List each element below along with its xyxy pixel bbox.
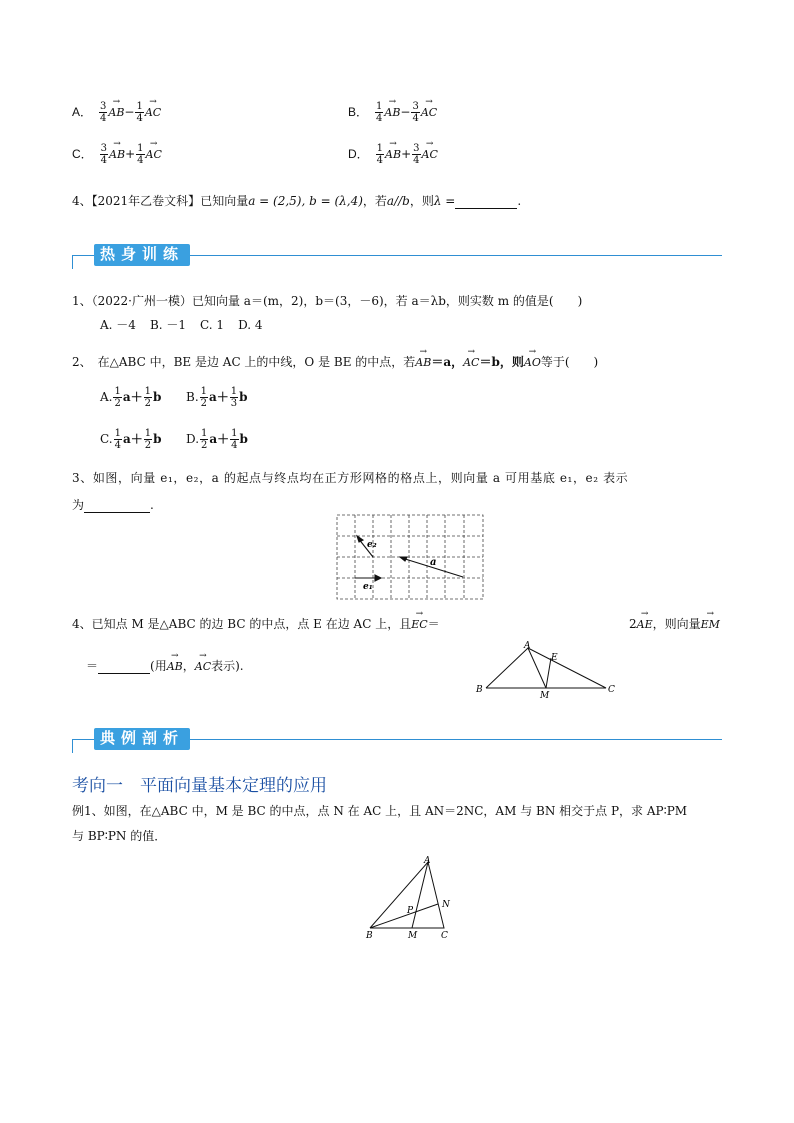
- label-c: C: [441, 931, 448, 941]
- source-tag: 【2021年乙卷文科】: [91, 194, 201, 208]
- option-a: A． $\frac{3}{4}$ → AB− $\frac{1}{4}$ → AC: [72, 100, 161, 124]
- fraction: $\frac{1}{4}$: [136, 101, 143, 124]
- section-warmup-bar: [72, 244, 722, 266]
- answer-blank: [98, 673, 150, 674]
- warmup-question-1-options: [100, 316, 263, 333]
- w2-option-b: B. $\frac{1}{2}$ a＋ $\frac{1}{3}$ b: [186, 386, 248, 409]
- divider-tick: [72, 739, 73, 753]
- fraction: $\frac{1}{2}$: [200, 386, 208, 409]
- fraction: $\frac{3}{4}$: [412, 101, 419, 124]
- vector-a-arrowhead: [400, 557, 407, 561]
- w2-option-a: A. $\frac{1}{2}$ a＋ $\frac{1}{2}$ b: [100, 386, 162, 409]
- warmup-question-4-line1-right: 2→ AE，则向量→ EM: [629, 612, 720, 632]
- vector-ao: → AO: [524, 350, 541, 369]
- option-text: B. －1: [149, 318, 187, 332]
- vector-ac: → AC: [422, 142, 438, 161]
- fraction: $\frac{1}{4}$: [114, 428, 121, 451]
- fraction: $\frac{1}{4}$: [137, 143, 144, 166]
- section-title: 热身训练: [94, 244, 190, 266]
- option-c: C． $\frac{3}{4}$ → AB+ $\frac{1}{4}$ → AC: [72, 142, 162, 166]
- vector-ab: → AB: [108, 100, 124, 119]
- vector-ab: → AB: [384, 100, 400, 119]
- segment-am: [528, 648, 546, 688]
- vector-ac: → AC: [421, 100, 437, 119]
- vector-e2-arrowhead: [357, 536, 363, 542]
- warmup-question-3-line1: 3、如图，向量 e₁，e₂，a 的起点与终点均在正方形网格的格点上，则向量 a 可用基底 e₁，e₂ 表示: [72, 471, 629, 485]
- label-e1: e₁: [363, 582, 373, 592]
- fraction: $\frac{1}{4}$: [376, 101, 383, 124]
- triangle-abc: [486, 648, 606, 688]
- vector-ac: → AC: [195, 654, 211, 673]
- fraction: $\frac{1}{3}$: [230, 386, 238, 409]
- example-1-line2: 与 BP∶PN 的值．: [72, 829, 167, 843]
- w2-option-d: D. $\frac{1}{2}$ a＋ $\frac{1}{4}$ b: [186, 428, 248, 451]
- warmup-question-1: 1、（2022·广州一模）已知向量 a＝(m，2)，b＝(3，－6)，若 a＝λb，则实数 m 的值是( ): [72, 294, 583, 308]
- vector-grid-figure: [336, 514, 484, 600]
- option-b: B． $\frac{1}{4}$ → AB− $\frac{3}{4}$ → AC: [348, 100, 437, 124]
- fraction: $\frac{1}{2}$: [114, 386, 121, 409]
- grid-lines: [337, 515, 483, 599]
- option-d: D． $\frac{1}{4}$ → AB+ $\frac{3}{4}$ → AC: [348, 142, 438, 166]
- divider-tick: [72, 255, 73, 269]
- option-text: D. 4: [238, 318, 263, 332]
- section-examples-bar: [72, 728, 722, 750]
- example-1-line1: 例1、如图，在△ABC 中，M 是 BC 的中点，点 N 在 AC 上，且 AN＝2NC，AM 与 BN 相交于点 P，求 AP∶PM: [72, 804, 688, 818]
- label-e: E: [551, 653, 558, 663]
- vector-ab: → AB: [415, 350, 431, 369]
- warmup-question-4-line1: 4、已知点 M 是△ABC 的边 BC 的中点，点 E 在边 AC 上，且→ EC＝: [72, 612, 440, 632]
- label-a: A: [424, 856, 431, 866]
- topic-heading: 考向一 平面向量基本定理的应用: [72, 776, 327, 795]
- triangle-abc: [370, 862, 444, 928]
- vector-e1-arrowhead: [375, 575, 381, 581]
- answer-blank: [84, 512, 150, 513]
- warmup-question-4-line2: ＝ (用→ AB，→ AC表示).: [86, 654, 244, 674]
- option-text: A. －4: [100, 318, 136, 332]
- answer-blank: [455, 208, 517, 209]
- label-p: P: [407, 906, 414, 916]
- vector-ab: → AB: [385, 142, 401, 161]
- label-a: A: [524, 641, 531, 651]
- vector-ac: → AC: [145, 100, 161, 119]
- vector-ac: → AC: [146, 142, 162, 161]
- vector-ec: → EC: [411, 612, 427, 631]
- vector-ae: → AE: [637, 612, 653, 631]
- triangle-figure-example-1: [362, 854, 462, 944]
- warmup-question-2: 2、 在△ABC 中，BE 是边 AC 上的中线，O 是 BE 的中点，若→ AB＝a，→ AC＝b，则→ AO等于( ): [72, 350, 598, 370]
- label-m: M: [540, 691, 550, 701]
- label-a: a: [430, 557, 437, 568]
- vector-ac: → AC: [463, 350, 479, 369]
- label-e2: e₂: [367, 540, 377, 550]
- label-b: B: [476, 685, 483, 695]
- vector-ab: → AB: [167, 654, 183, 673]
- fraction: $\frac{1}{2}$: [144, 428, 152, 451]
- segment-am: [412, 862, 428, 928]
- fraction: $\frac{3}{4}$: [413, 143, 420, 166]
- label-c: C: [608, 685, 615, 695]
- label-n: N: [442, 900, 450, 910]
- fraction: $\frac{1}{2}$: [201, 428, 208, 451]
- label-m: M: [408, 931, 418, 941]
- vector-em: → EM: [701, 612, 720, 631]
- w2-option-c: C. $\frac{1}{4}$ a＋ $\frac{1}{2}$ b: [100, 428, 162, 451]
- question-4-gaokao: 4、【2021年乙卷文科】已知向量a = (2,5), b = (λ,4)，若a//b，则λ = .: [72, 194, 522, 208]
- fraction: $\frac{3}{4}$: [100, 143, 108, 166]
- warmup-question-3-line2: 为 .: [72, 498, 154, 512]
- triangle-figure-w4: [472, 640, 622, 702]
- section-title: 典例剖析: [94, 728, 190, 750]
- fraction: $\frac{1}{2}$: [144, 386, 152, 409]
- vector-ab: → AB: [109, 142, 125, 161]
- fraction: $\frac{1}{4}$: [231, 428, 238, 451]
- option-text: C. 1: [200, 318, 225, 332]
- fraction: $\frac{3}{4}$: [100, 101, 107, 124]
- label-b: B: [366, 931, 373, 941]
- fraction: $\frac{1}{4}$: [376, 143, 384, 166]
